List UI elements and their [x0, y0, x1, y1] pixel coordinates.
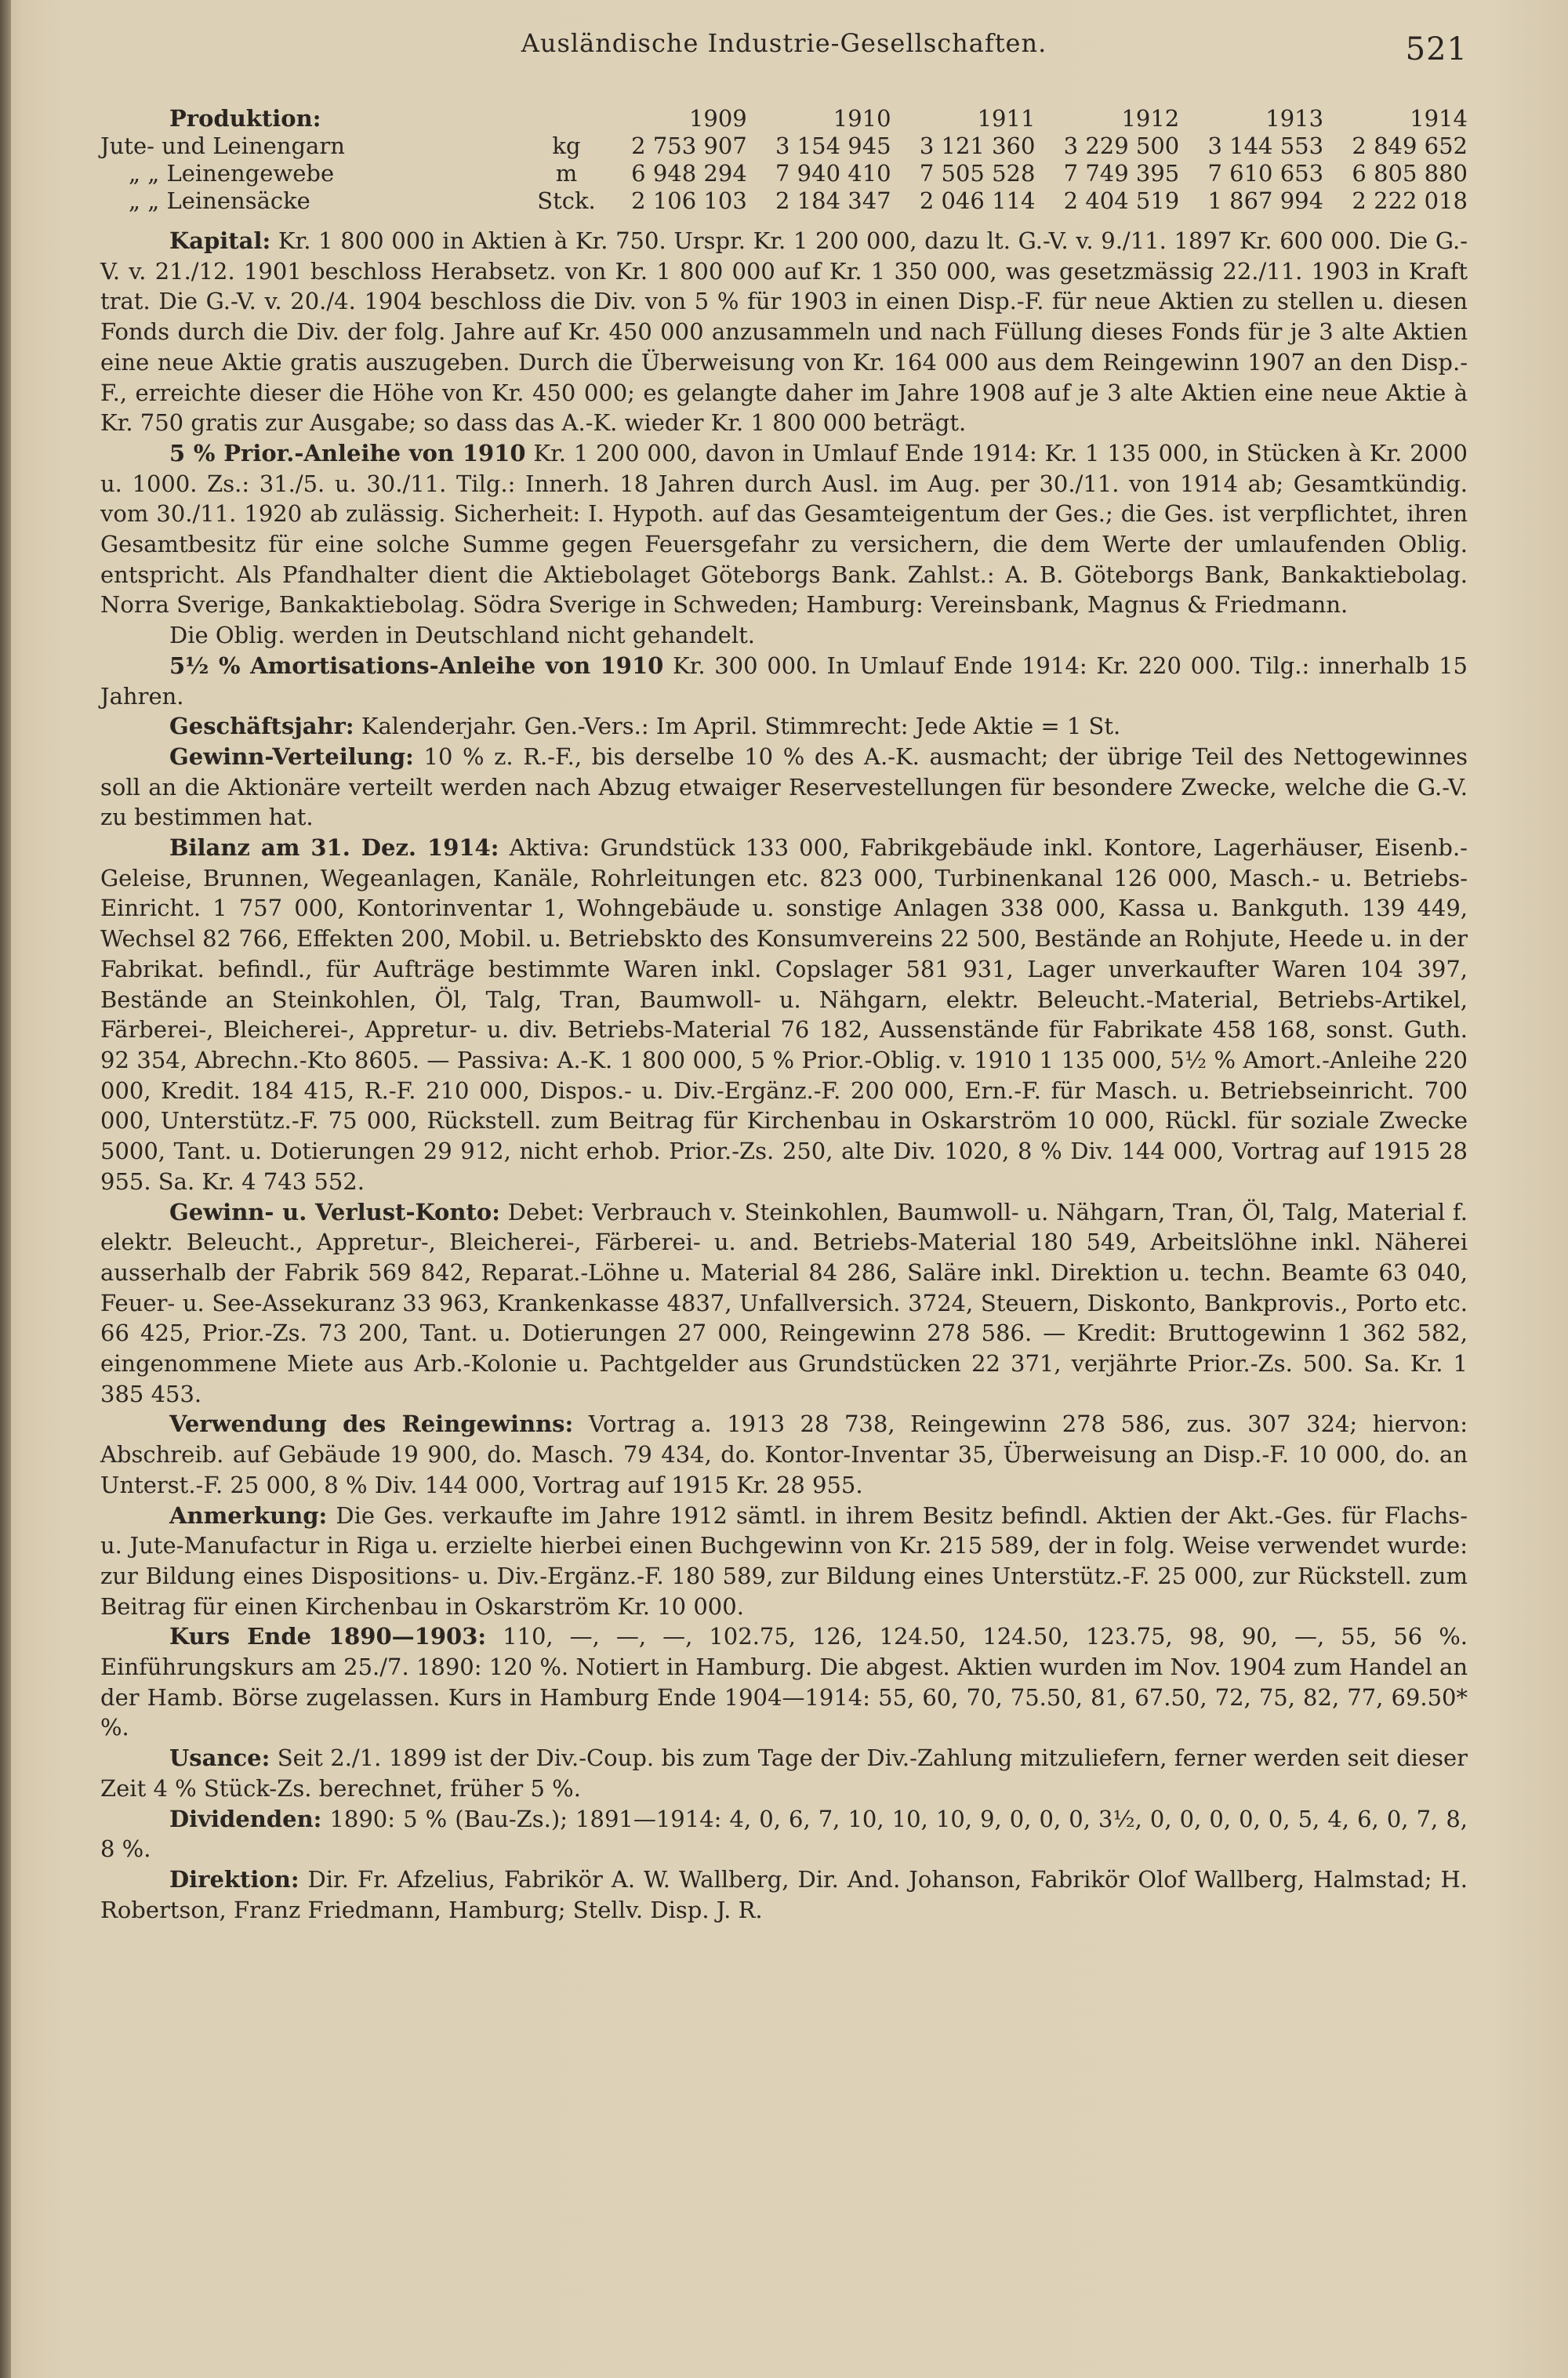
production-value: 3 229 500: [1063, 133, 1180, 159]
year-header: 1910: [833, 105, 891, 132]
year-header: 1909: [688, 105, 747, 132]
book-spine-edge: [0, 0, 11, 2378]
paragraph-verwendung-reingewinn: [100, 1409, 1468, 1500]
production-value: 1 867 994: [1207, 187, 1324, 214]
paragraph-heading: Anmerkung:: [169, 1501, 328, 1529]
paragraph-heading: Direktion:: [169, 1865, 299, 1893]
production-row: [100, 160, 1468, 187]
production-value: 6 805 880: [1352, 160, 1468, 187]
product-name: Jute- und Leinengarn: [100, 133, 345, 159]
paragraph-text: Vortrag a. 1913 28 738, Reingewinn 278 586, zus. 307 324; hiervon: Abschreib. auf Gebäude 19 900, do. Masch. 79 434, do. Kontor-Inventar 35, Überweisung an Disp.-F. 10 000, do. an Unterst.-F. 25 000, 8 % Div. 144 000, Vortrag auf 1915 Kr. 28 955.: [100, 1410, 1468, 1498]
production-value: 2 222 018: [1352, 187, 1468, 214]
paragraph-kapital: [100, 226, 1468, 438]
product-unit: kg: [552, 133, 581, 159]
paragraph-text: Dir. Fr. Afzelius, Fabrikör A. W. Wallberg, Dir. And. Johanson, Fabrikör Olof Wallberg, Halmstad; H. Robertson, Franz Friedmann, Hamburg; Stellv. Disp. J. R.: [100, 1865, 1468, 1923]
paragraph-geschaeftsjahr: [100, 711, 1468, 742]
paragraph-kurs: [100, 1621, 1468, 1743]
production-value: 3 154 945: [775, 133, 891, 159]
product-name: „ „ Leinensäcke: [129, 187, 310, 214]
paragraph-heading: Kapital:: [169, 227, 271, 254]
running-header: [100, 14, 1468, 67]
paragraph-text: Die Oblig. werden in Deutschland nicht gehandelt.: [169, 622, 755, 649]
paragraph-dividenden: [100, 1804, 1468, 1864]
year-header: 1912: [1121, 105, 1180, 132]
paragraph-text: Kr. 1 800 000 in Aktien à Kr. 750. Urspr. Kr. 1 200 000, dazu lt. G.-V. v. 9./11. 1897 Kr. 600 000. Die G.-V. v. 21./12. 1901 beschloss Herabsetz. von Kr. 1 800 000 auf Kr. 1 350 000, was gesetzmässig 22./11. 1903 in Kraft trat. Die G.-V. v. 20./4. 1904 beschloss die Div. von 5 % für 1903 in einen Disp.-F. für neue Aktien zu stellen u. diesen Fonds durch die Div. der folg. Jahre auf Kr. 450 000 anzusammeln und nach Füllung dieses Fonds für je 3 alte Aktien eine neue Aktie gratis auszugeben. Durch die Überweisung von Kr. 164 000 aus dem Reingewinn 1907 an den Disp.-F., erreichte dieser die Höhe von Kr. 450 000; es gelangte daher im Jahre 1908 auf je 3 alte Aktien eine neue Aktie à Kr. 750 gratis zur Ausgabe; so dass das A.-K. wieder Kr. 1 800 000 beträgt.: [100, 227, 1468, 437]
paragraph-heading: Dividenden:: [169, 1805, 322, 1832]
product-name: „ „ Leinengewebe: [129, 160, 335, 187]
paragraph-heading: Verwendung des Reingewinns:: [169, 1410, 574, 1438]
paragraph-text: Debet: Verbrauch v. Steinkohlen, Baumwoll- u. Nähgarn, Tran, Öl, Talg, Material f. elektr. Beleucht., Appretur-, Bleicherei-, Färberei- u. and. Betriebs-Material 180 549, Arbeitslöhne inkl. Näherei ausserhalb der Fabrik 569 842, Reparat.-Löhne u. Material 84 286, Saläre inkl. Direktion u. techn. Beamte 63 040, Feuer- u. See-Assekuranz 33 963, Krankenkasse 4837, Unfallversich. 3724, Steuern, Diskonto, Bankprovis., Porto etc. 66 425, Prior.-Zs. 73 200, Tant. u. Dotierungen 27 000, Reingewinn 278 586. — Kredit: Bruttogewinn 1 362 582, eingenommene Miete aus Arb.-Kolonie u. Pachtgelder aus Grundstücken 22 371, verjährte Prior.-Zs. 500. Sa. Kr. 1 385 453.: [100, 1198, 1468, 1407]
paragraph-gewinn-verlust-konto: [100, 1197, 1468, 1410]
year-header: 1914: [1410, 105, 1468, 132]
production-value: 3 121 360: [919, 133, 1036, 159]
paragraph-amortisations-anleihe: [100, 651, 1468, 711]
product-unit: m: [555, 160, 578, 187]
production-value: 7 749 395: [1063, 160, 1180, 187]
running-title: Ausländische Industrie-Gesellschaften.: [521, 28, 1047, 58]
paragraph-heading: Kurs Ende 1890—1903:: [169, 1623, 487, 1650]
production-table: [100, 105, 1468, 215]
paragraph-text: Kr. 1 200 000, davon in Umlauf Ende 1914: Kr. 1 135 000, in Stücken à Kr. 2000 u. 1000. Zs.: 31./5. u. 30./11. Tilg.: Innerh. 18 Jahren durch Ausl. im Aug. per 30./11. von 1914 ab; Gesamtkündig. vom 30./11. 1920 ab zulässig. Sicherheit: I. Hypoth. auf das Gesamteigentum der Ges.; die Ges. ist verpflichtet, ihren Gesamtbesitz für eine solche Summe gegen Feuersgefahr zu versichern, die dem Werte der umlaufenden Oblig. entspricht. Als Pfandhalter dient die Aktiebolaget Göteborgs Bank. Zahlst.: A. B. Göteborgs Bank, Bankaktiebolag. Norra Sverige, Bankaktiebolag. Södra Sverige in Schweden; Hamburg: Vereinsbank, Magnus & Friedmann.: [100, 439, 1468, 619]
paragraph-oblig-note: [100, 620, 1468, 651]
production-label: Produktion:: [169, 105, 321, 132]
paragraph-heading: 5 % Prior.-Anleihe von 1910: [169, 439, 526, 467]
paragraph-text: Kalenderjahr. Gen.-Vers.: Im April. Stimmrecht: Jede Aktie = 1 St.: [354, 713, 1121, 740]
production-value: 2 849 652: [1352, 133, 1468, 159]
production-value: 2 753 907: [631, 133, 747, 159]
paragraph-text: Die Ges. verkaufte im Jahre 1912 sämtl. in ihrem Besitz befindl. Aktien der Akt.-Ges. für Flachs- u. Jute-Manufactur in Riga u. erzielte hierbei einen Buchgewinn von Kr. 215 589, der in folg. Weise verwendet wurde: zur Bildung eines Dispositions- u. Div.-Ergänz.-F. 180 589, zur Bildung eines Unterstütz.-F. 25 000, zur Rückstell. zum Beitrag für einen Kirchenbau in Oskarström Kr. 10 000.: [100, 1501, 1468, 1620]
production-value: 2 106 103: [631, 187, 747, 214]
paragraph-bilanz: [100, 833, 1468, 1196]
paragraph-usance: [100, 1743, 1468, 1803]
production-value: 2 046 114: [919, 187, 1036, 214]
production-value: 2 404 519: [1063, 187, 1180, 214]
paragraph-heading: Usance:: [169, 1744, 270, 1772]
production-header-row: [100, 105, 1468, 133]
year-header: 1913: [1265, 105, 1324, 132]
production-row: [100, 133, 1468, 160]
production-row: [100, 187, 1468, 215]
paragraph-text: Seit 2./1. 1899 ist der Div.-Coup. bis zum Tage der Div.-Zahlung mitzuliefern, ferner werden seit dieser Zeit 4 % Stück-Zs. berechnet, früher 5 %.: [100, 1744, 1468, 1802]
paragraph-text: 1890: 5 % (Bau-Zs.); 1891—1914: 4, 0, 6, 7, 10, 10, 10, 9, 0, 0, 0, 3½, 0, 0, 0, 0, 0, 5, 4, 6, 0, 7, 8, 8 %.: [100, 1805, 1468, 1863]
product-unit: Stck.: [537, 187, 596, 214]
production-value: 3 144 553: [1207, 133, 1324, 159]
paragraph-text: Kr. 300 000. In Umlauf Ende 1914: Kr. 220 000. Tilg.: innerhalb 15 Jahren.: [100, 652, 1468, 710]
paragraph-anmerkung: [100, 1501, 1468, 1622]
production-value: 2 184 347: [775, 187, 891, 214]
paragraph-heading: Geschäftsjahr:: [169, 713, 354, 740]
paragraph-heading: Gewinn- u. Verlust-Konto:: [169, 1198, 500, 1225]
paragraph-text: Aktiva: Grundstück 133 000, Fabrikgebäude inkl. Kontore, Lagerhäuser, Eisenb.-Geleise, Brunnen, Wegeanlagen, Kanäle, Rohrleitungen etc. 823 000, Turbinenkanal 126 000, Masch.- u. Betriebs-Einricht. 1 757 000, Kontorinventar 1, Wohngebäude u. sonstige Anlagen 338 000, Kassa u. Bankguth. 139 449, Wechsel 82 766, Effekten 200, Mobil. u. Betriebskto des Konsumvereins 22 500, Bestände an Rohjute, Heede u. in der Fabrikat. befindl., für Aufträge bestimmte Waren inkl. Copslager 581 931, Lager unverkaufter Waren 104 397, Bestände an Steinkohlen, Öl, Talg, Tran, Baumwoll- u. Nähgarn, elektr. Beleucht.-Material, Betriebs-Artikel, Färberei-, Bleicherei-, Appretur- u. div. Betriebs-Material 76 182, Aussenstände für Fabrikate 458 168, sonst. Guth. 92 354, Abrechn.-Kto 8605. — Passiva: A.-K. 1 800 000, 5 % Prior.-Oblig. v. 1910 1 135 000, 5½ % Amort.-Anleihe 220 000, Kredit. 184 415, R.-F. 210 000, Dispos.- u. Div.-Ergänz.-F. 200 000, Ern.-F. für Masch. u. Betriebseinricht. 700 000, Unterstütz.-F. 75 000, Rückstell. zum Beitrag für Kirchenbau in Oskarström 10 000, Rückl. für soziale Zwecke 5000, Tant. u. Dotierungen 29 912, nicht erhob. Prior.-Zs. 250, alte Div. 1020, 8 % Div. 144 000, Vortrag auf 1915 28 955. Sa. Kr. 4 743 552.: [100, 834, 1468, 1195]
production-value: 7 610 653: [1207, 160, 1324, 187]
paragraph-gewinn-verteilung: [100, 742, 1468, 833]
paragraph-heading: Bilanz am 31. Dez. 1914:: [169, 834, 499, 862]
paragraph-text: 110, —, —, —, 102.75, 126, 124.50, 124.50, 123.75, 98, 90, —, 55, 56 %. Einführungskurs am 25./7. 1890: 120 %. Notiert in Hamburg. Die abgest. Aktien wurden im Nov. 1904 zum Handel an der Hamb. Börse zugelassen. Kurs in Hamburg Ende 1904—1914: 55, 60, 70, 75.50, 81, 67.50, 72, 75, 82, 77, 69.50* %.: [100, 1623, 1468, 1741]
year-header: 1911: [977, 105, 1036, 132]
paragraph-direktion: [100, 1864, 1468, 1925]
production-value: 6 948 294: [631, 160, 747, 187]
company-report-body: [100, 226, 1468, 1925]
paragraph-text: 10 % z. R.-F., bis derselbe 10 % des A.-K. ausmacht; der übrige Teil des Nettogewinnes soll an die Aktionäre verteilt werden nach Abzug etwaiger Reservestellungen für besondere Zwecke, welche die G.-V. zu bestimmen hat.: [100, 742, 1468, 831]
production-value: 7 505 528: [919, 160, 1036, 187]
paragraph-prior-anleihe: [100, 438, 1468, 620]
paragraph-heading: 5½ % Amortisations-Anleihe von 1910: [169, 652, 664, 679]
production-value: 7 940 410: [775, 160, 891, 187]
paragraph-heading: Gewinn-Verteilung:: [169, 742, 414, 770]
page-number: 521: [1405, 31, 1468, 67]
